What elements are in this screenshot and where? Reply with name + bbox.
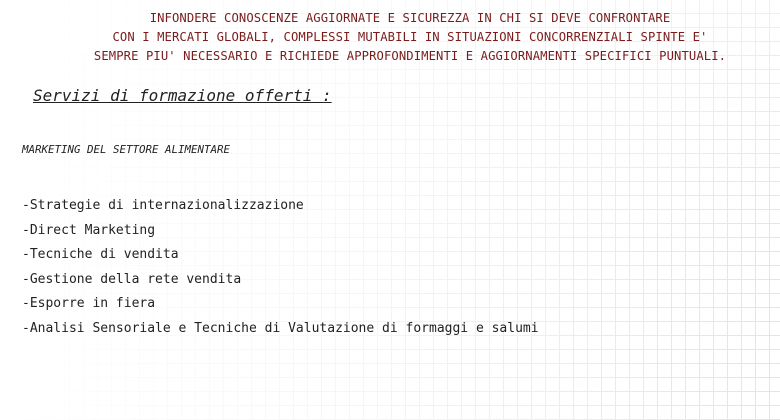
list-item: -Esporre in fiera <box>22 296 156 311</box>
category-heading: MARKETING DEL SETTORE ALIMENTARE <box>22 143 231 156</box>
list-item: -Gestione della rete vendita <box>22 271 242 287</box>
intro-text <box>0 9 780 66</box>
section-title: Servizi di formazione offerti : <box>33 86 332 105</box>
list-item: -Tecniche di vendita <box>22 247 179 262</box>
list-item: -Strategie di internazionalizzazione <box>22 198 304 213</box>
intro-line-1: INFONDERE CONOSCENZE AGGIORNATE E SICUREZZA IN CHI SI DEVE CONFRONTARE <box>149 11 671 25</box>
intro-line-3: SEMPRE PIU' NECESSARIO E RICHIEDE APPROFONDIMENTI E AGGIORNAMENTI SPECIFICI PUNTUALI. <box>93 49 727 63</box>
list-item: -Analisi Sensoriale e Tecniche di Valutazione di formaggi e salumi <box>22 320 539 336</box>
intro-line-2: CON I MERCATI GLOBALI, COMPLESSI MUTABILI IN SITUAZIONI CONCORRENZIALI SPINTE E' <box>112 30 708 44</box>
services-list <box>22 196 539 343</box>
list-item: -Direct Marketing <box>22 222 156 238</box>
